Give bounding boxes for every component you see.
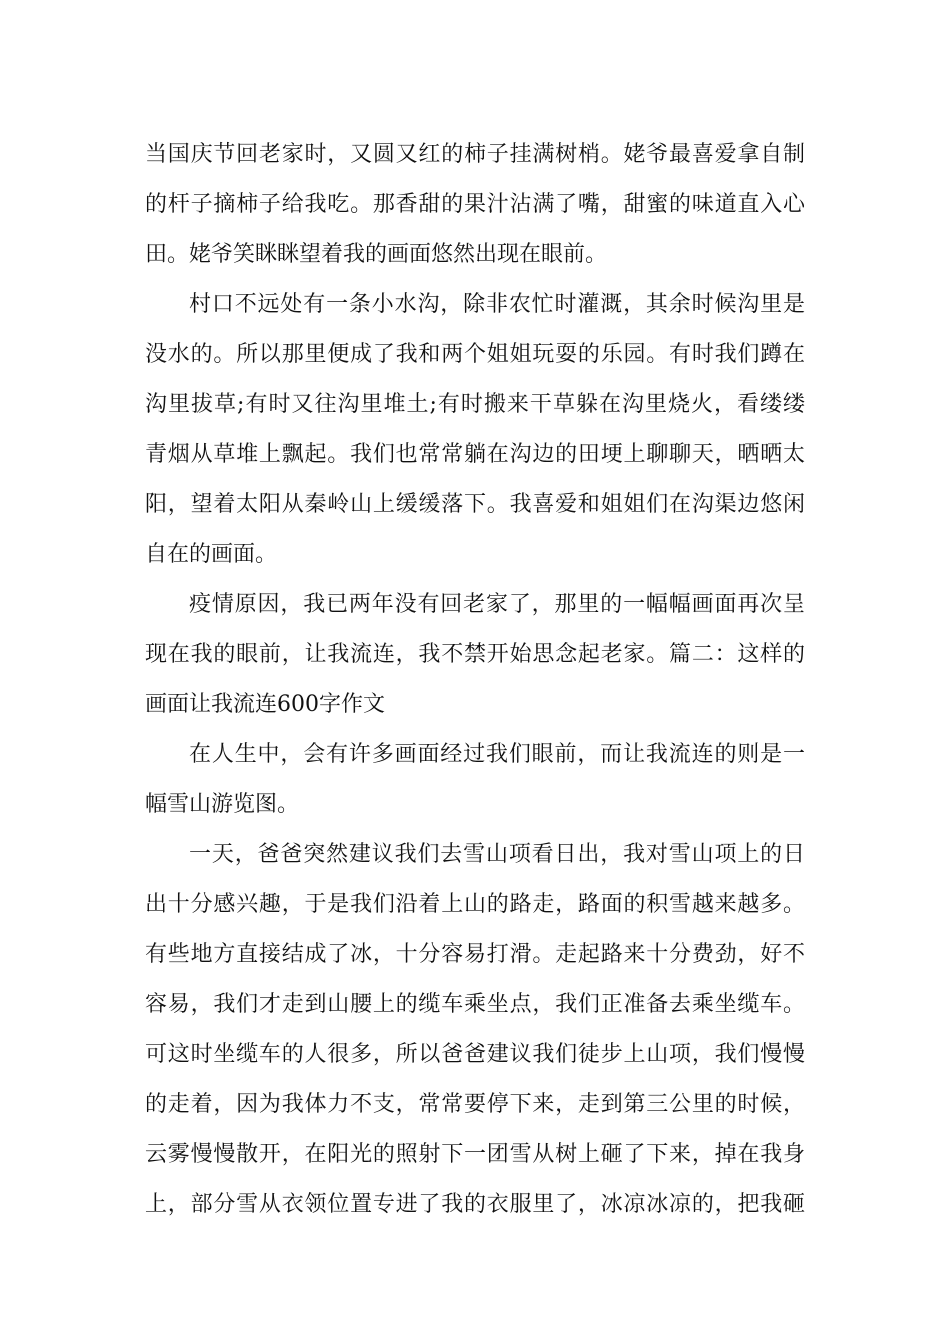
text-line: 现在我的眼前，让我流连，我不禁开始思念起老家。篇二：这样的 bbox=[145, 642, 805, 667]
paragraph-first-line: 在人生中，会有许多画面经过我们眼前，而让我流连的则是一 bbox=[189, 742, 805, 767]
text-line: 阳，望着太阳从秦岭山上缓缓落下。我喜爱和姐姐们在沟渠边悠闲 bbox=[145, 492, 805, 517]
text-line: 当国庆节回老家时，又圆又红的柿子挂满树梢。姥爷最喜爱拿自制 bbox=[145, 142, 805, 167]
text-line: 青烟从草堆上飘起。我们也常常躺在沟边的田埂上聊聊天，晒晒太 bbox=[145, 442, 805, 467]
text-line: 云雾慢慢散开，在阳光的照射下一团雪从树上砸了下来，掉在我身 bbox=[145, 1142, 805, 1167]
text-line: 上，部分雪从衣领位置专进了我的衣服里了，冰凉冰凉的，把我砸 bbox=[145, 1192, 805, 1217]
document-page bbox=[145, 130, 805, 1230]
text-line: 的杆子摘柿子给我吃。那香甜的果汁沾满了嘴，甜蜜的味道直入心 bbox=[145, 192, 805, 217]
text-line: 自在的画面。 bbox=[145, 542, 278, 567]
paragraph-first-line: 疫情原因，我已两年没有回老家了，那里的一幅幅画面再次呈 bbox=[189, 592, 805, 617]
paragraph-first-line: 村口不远处有一条小水沟，除非农忙时灌溉，其余时候沟里是 bbox=[189, 292, 805, 317]
text-line: 田。姥爷笑眯眯望着我的画面悠然出现在眼前。 bbox=[145, 242, 608, 267]
text-line: 出十分感兴趣，于是我们沿着上山的路走，路面的积雪越来越多。 bbox=[145, 892, 805, 917]
text-line: 画面让我流连600字作文 bbox=[145, 692, 385, 717]
text-line: 容易，我们才走到山腰上的缆车乘坐点，我们正准备去乘坐缆车。 bbox=[145, 992, 805, 1017]
text-line: 幅雪山游览图。 bbox=[145, 792, 300, 817]
text-line: 的走着，因为我体力不支，常常要停下来，走到第三公里的时候， bbox=[145, 1092, 805, 1117]
text-line: 可这时坐缆车的人很多，所以爸爸建议我们徒步上山项，我们慢慢 bbox=[145, 1042, 805, 1067]
text-line: 有些地方直接结成了冰，十分容易打滑。走起路来十分费劲，好不 bbox=[145, 942, 805, 967]
text-line: 没水的。所以那里便成了我和两个姐姐玩耍的乐园。有时我们蹲在 bbox=[145, 342, 805, 367]
text-line: 沟里拔草;有时又往沟里堆土;有时搬来干草躲在沟里烧火，看缕缕 bbox=[145, 392, 805, 417]
paragraph-first-line: 一天，爸爸突然建议我们去雪山项看日出，我对雪山项上的日 bbox=[189, 842, 805, 867]
